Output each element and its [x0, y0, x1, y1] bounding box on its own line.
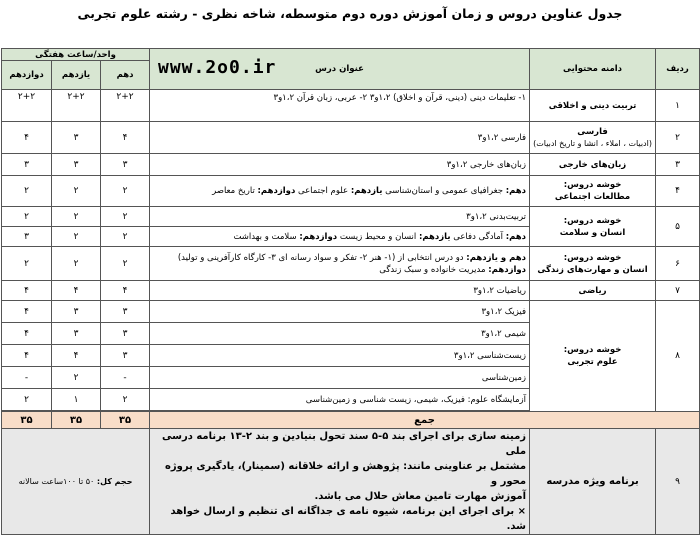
hours-grade12: ۴ [2, 323, 52, 345]
hours-grade12: ۴ [2, 301, 52, 323]
hours-grade10: - [101, 367, 150, 389]
header-row [2, 49, 700, 61]
table-row [2, 281, 700, 301]
hours-grade11: ۳ [52, 323, 101, 345]
hours-grade12: ۲ [2, 207, 52, 227]
row-number: ۵ [656, 207, 700, 247]
hours-grade11: ۳ [52, 301, 101, 323]
header-grade10: دهم [101, 61, 150, 90]
domain-label-2: انسان و سلامت [559, 227, 626, 238]
hours-grade10: ۳ [101, 301, 150, 323]
table-row [2, 301, 700, 323]
table-row [2, 207, 700, 227]
row-number: ۲ [656, 122, 700, 154]
hours-grade10: ۲ [101, 389, 150, 411]
program-hours: حجم کل: ۵۰ تا ۱۰۰ساعت سالانه [2, 429, 150, 535]
table-row [2, 154, 700, 176]
program-line-4: × برای اجرای این برنامه، شیوه نامه ی جداگانه ای تنظیم و ارسال خواهد شد. [170, 506, 527, 532]
header-course: عنوان درس [150, 49, 530, 90]
header-domain: دامنه محتوایی [530, 49, 656, 90]
curriculum-table [1, 48, 700, 535]
course-title: دهم و یازدهم: دو درس انتخابی از (۱- هنر ۲- تفکر و سواد رسانه ای ۳- کارگاه کارآفرینی و تولید) دوازدهم: مدیریت خانواده و سبک زندگی [150, 247, 530, 281]
hours-grade11: ۴ [52, 345, 101, 367]
domain-label-2: علوم تجربی [567, 357, 618, 367]
hours-grade11: ۲ [52, 367, 101, 389]
hours-grade11: ۲ [52, 176, 101, 207]
domain-label: فارسی [577, 126, 608, 137]
table-row [2, 90, 700, 122]
table-row [2, 122, 700, 154]
hours-grade12: ۲+۲ [2, 90, 52, 122]
domain-cell: تربیت دینی و اخلاقی [530, 90, 656, 122]
program-line-3: آموزش مهارت تامین معاش حلال می باشد. [314, 491, 527, 502]
row-number: ۳ [656, 154, 700, 176]
hours-grade12: ۴ [2, 122, 52, 154]
hours-grade11: ۳ [52, 154, 101, 176]
hours-grade12: ۴ [2, 345, 52, 367]
hours-grade12: ۲ [2, 176, 52, 207]
row-number: ۸ [656, 301, 700, 412]
hours-grade11: ۲ [52, 207, 101, 227]
course-title: شیمی ۱،۲و۳ [150, 323, 530, 345]
hours-grade12: ۳ [2, 154, 52, 176]
header-radif: ردیف [656, 49, 700, 90]
course-title: ۱- تعلیمات دینی (دینی، قرآن و اخلاق) ۱،۲و۳ ۲- عربی، زبان قرآن ۱،۲و۳ [150, 90, 530, 122]
hours-grade11: ۲ [52, 227, 101, 247]
hours-grade11: ۳ [52, 122, 101, 154]
course-title: دهم: آمادگی دفاعی یازدهم: انسان و محیط زیست دوازدهم: سلامت و بهداشت [150, 227, 530, 247]
hours-grade12: ۴ [2, 281, 52, 301]
total-grade10: ۳۵ [101, 412, 150, 429]
row-number: ۱ [656, 90, 700, 122]
hours-grade11: ۲ [52, 247, 101, 281]
hours-grade10: ۲+۲ [101, 90, 150, 122]
domain-label: خوشه دروس: [563, 345, 622, 355]
hours-grade10: ۲ [101, 207, 150, 227]
course-title: زیست‌شناسی ۱،۲و۳ [150, 345, 530, 367]
total-grade11: ۳۵ [52, 412, 101, 429]
table-row [2, 176, 700, 207]
domain-sublabel: (ادبیات ، املاء ، انشا و تاریخ ادبیات) [533, 138, 652, 148]
row-number: ۴ [656, 176, 700, 207]
course-title: فارسی ۱،۲و۳ [150, 122, 530, 154]
site-watermark: www.2o0.ir [158, 57, 277, 78]
hours-grade12: ۲ [2, 389, 52, 411]
table-row [2, 247, 700, 281]
hours-grade12: ۲ [2, 247, 52, 281]
program-line-2: مشتمل بر عناوینی مانند: پژوهش و ارائه خلاقانه (سمینار)، یادگیری پروژه محور و [165, 461, 527, 487]
total-label: جمع [150, 412, 700, 429]
hours-grade10: ۳ [101, 154, 150, 176]
hours-grade10: ۲ [101, 227, 150, 247]
total-grade12: ۳۵ [2, 412, 52, 429]
domain-cell: ریاضی [530, 281, 656, 301]
domain-label-2: انسان و مهارت‌های زندگی [537, 264, 648, 275]
hours-grade12: - [2, 367, 52, 389]
hours-grade11: ۲+۲ [52, 90, 101, 122]
hours-grade10: ۲ [101, 247, 150, 281]
school-program-row [2, 429, 700, 535]
domain-label: خوشه دروس: [563, 215, 622, 226]
hours-grade10: ۴ [101, 122, 150, 154]
domain-label: خوشه دروس: [563, 252, 622, 263]
hours-grade10: ۳ [101, 345, 150, 367]
course-title: ریاضیات ۱،۲و۳ [150, 281, 530, 301]
domain-cell [530, 247, 656, 281]
domain-label: خوشه دروس: [563, 180, 622, 190]
row-number: ۶ [656, 247, 700, 281]
course-title: دهم: جغرافیای عمومی و استان‌شناسی یازدهم: علوم اجتماعی دوازدهم: تاریخ معاصر [150, 176, 530, 207]
hours-grade11: ۴ [52, 281, 101, 301]
hours-grade10: ۴ [101, 281, 150, 301]
header-grade11: یازدهم [52, 61, 101, 90]
course-title: زبان‌های خارجی ۱،۲و۳ [150, 154, 530, 176]
header-hours: واحد/ساعت هفتگی [2, 49, 150, 61]
domain-cell [530, 301, 656, 412]
domain-label-2: مطالعات اجتماعی [554, 192, 631, 202]
hours-grade10: ۳ [101, 323, 150, 345]
hours-grade11: ۱ [52, 389, 101, 411]
hours-grade12: ۳ [2, 227, 52, 247]
total-row [2, 412, 700, 429]
program-description [150, 429, 530, 535]
course-title: تربیت‌بدنی ۱،۲و۳ [150, 207, 530, 227]
page-title: جدول عناوین دروس و زمان آموزش دوره دوم متوسطه، شاخه نظری - رشته علوم تجربی [77, 6, 623, 21]
domain-cell [530, 207, 656, 247]
course-title: فیزیک ۱،۲و۳ [150, 301, 530, 323]
hours-grade10: ۲ [101, 176, 150, 207]
row-number: ۹ [656, 429, 700, 535]
header-grade12: دوازدهم [2, 61, 52, 90]
course-title: زمین‌شناسی [150, 367, 530, 389]
program-line-1: زمینه سازی برای اجرای بند ۵-۵ سند تحول بنیادین و بند ۲-۱۳ برنامه درسی ملی [162, 431, 527, 457]
domain-cell: برنامه ویژه مدرسه [530, 429, 656, 535]
row-number: ۷ [656, 281, 700, 301]
course-title: آزمایشگاه علوم: فیزیک، شیمی، زیست شناسی و زمین‌شناسی [150, 389, 530, 411]
domain-cell [530, 122, 656, 154]
domain-cell [530, 176, 656, 207]
domain-cell: زبان‌های خارجی [530, 154, 656, 176]
